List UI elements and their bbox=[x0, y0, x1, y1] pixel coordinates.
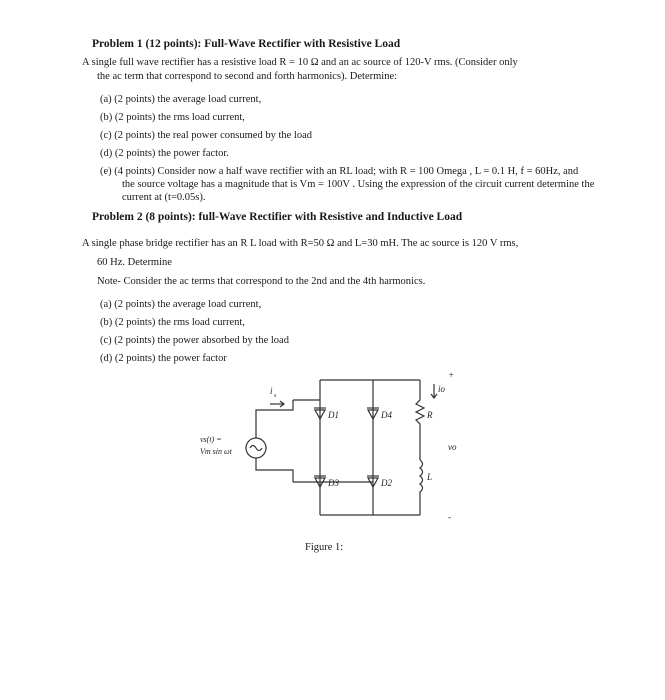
problem2-heading: Problem 2 (8 points): full-Wave Rectifier with Resistive and Inductive Load bbox=[92, 211, 463, 223]
problem1-heading: Problem 1 (12 points): Full-Wave Rectifier with Resistive Load bbox=[92, 38, 401, 50]
diode-d3-label: D3 bbox=[328, 478, 339, 488]
problem1-intro-cont: the ac term that correspond to second and forth harmonics). Determine: bbox=[97, 71, 398, 82]
diode-d1-label: D1 bbox=[328, 410, 339, 420]
problem1-item-e-line2: the source voltage has a magnitude that is Vm = 100V . Using the expression of the circuit current determine the bbox=[122, 179, 595, 190]
source-voltage-label: vs(t) = bbox=[200, 435, 222, 444]
problem1-item-a: (a) (2 points) the average load current, bbox=[100, 94, 262, 105]
resistor-label: R bbox=[427, 410, 433, 420]
problem2-item-a: (a) (2 points) the average load current, bbox=[100, 299, 262, 310]
problem2-item-d: (d) (2 points) the power factor bbox=[100, 353, 227, 364]
output-voltage-label: vo bbox=[448, 442, 457, 452]
problem1-item-b: (b) (2 points) the rms load current, bbox=[100, 112, 245, 123]
problem2-intro: A single phase bridge rectifier has an R L load with R=50 Ω and L=30 mH. The ac source is 120 V rms, bbox=[82, 238, 519, 249]
load-current-label: io bbox=[438, 384, 446, 394]
problem1-item-e: (e) (4 points) Consider now a half wave rectifier with an RL load; with R = 100 Omega , L = 0.1 H, f = 60Hz, and bbox=[100, 166, 579, 177]
bridge-rectifier-circuit bbox=[190, 370, 480, 545]
source-current-label: i bbox=[270, 386, 273, 396]
problem2-note: Note- Consider the ac terms that correspond to the 2nd and the 4th harmonics. bbox=[97, 276, 426, 287]
problem1-item-e-line3: current at (t=0.05s). bbox=[122, 192, 206, 203]
plus-sign: + bbox=[448, 370, 455, 380]
source-current-subscript: s bbox=[274, 393, 277, 399]
inductor-label: L bbox=[427, 472, 433, 482]
diode-d4-label: D4 bbox=[381, 410, 392, 420]
problem2-item-c: (c) (2 points) the power absorbed by the load bbox=[100, 335, 289, 346]
figure-caption: Figure 1: bbox=[305, 542, 344, 553]
problem2-item-b: (b) (2 points) the rms load current, bbox=[100, 317, 245, 328]
problem1-intro: A single full wave rectifier has a resistive load R = 10 Ω and an ac source of 120-V rms. (Consider only bbox=[82, 57, 518, 68]
diode-d2-label: D2 bbox=[381, 478, 392, 488]
problem1-item-d: (d) (2 points) the power factor. bbox=[100, 148, 229, 159]
problem1-item-c: (c) (2 points) the real power consumed by the load bbox=[100, 130, 312, 141]
minus-sign: - bbox=[448, 512, 451, 522]
problem2-intro-cont: 60 Hz. Determine bbox=[97, 257, 172, 268]
source-voltage-expression: Vm sin ωt bbox=[200, 447, 232, 456]
